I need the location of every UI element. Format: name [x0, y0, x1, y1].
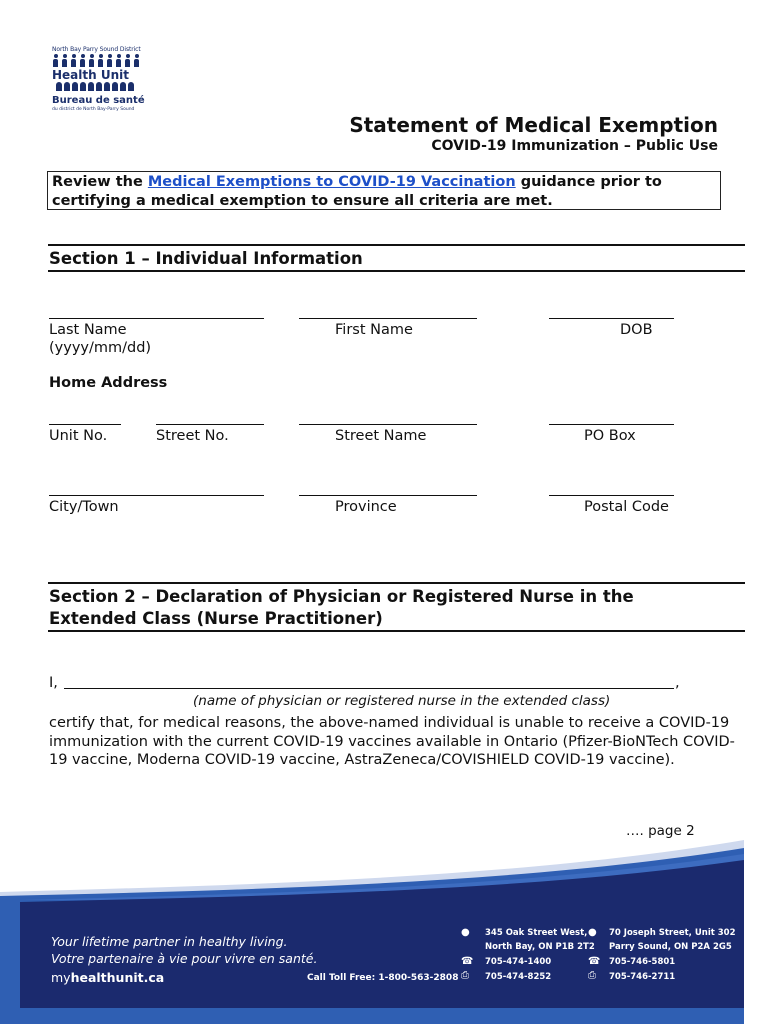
- province-field[interactable]: [299, 495, 477, 496]
- website-rest: healthunit.ca: [70, 970, 165, 985]
- logo-health-unit: Health Unit: [52, 68, 129, 82]
- first-name-field[interactable]: [299, 318, 477, 319]
- dob-field[interactable]: [549, 318, 674, 319]
- phone-icon: ☎: [588, 956, 601, 967]
- home-address-label: Home Address: [49, 375, 168, 391]
- footer-toll-free: Call Toll Free: 1-800-563-2808: [307, 973, 459, 983]
- last-name-label: Last Name: [49, 322, 127, 338]
- page-note: …. page 2: [626, 823, 695, 839]
- po-box-label: PO Box: [584, 428, 636, 444]
- section2-bottom-rule: [48, 630, 745, 632]
- street-no-label: Street No.: [156, 428, 229, 444]
- po-box-field[interactable]: [549, 424, 674, 425]
- office2-phone: 705-746-5801: [609, 957, 676, 967]
- section1-heading: Section 1 – Individual Information: [49, 249, 363, 268]
- office2-line1: 70 Joseph Street, Unit 302: [609, 928, 736, 938]
- document-subtitle: COVID-19 Immunization – Public Use: [431, 138, 718, 154]
- section1-top-rule: [48, 244, 745, 246]
- dob-format-label: (yyyy/mm/dd): [49, 340, 152, 356]
- comma: ,: [675, 675, 680, 691]
- phone-icon: ☎: [461, 956, 474, 967]
- location-pin-icon: ●: [588, 927, 597, 938]
- postal-code-field[interactable]: [549, 495, 674, 496]
- street-name-field[interactable]: [299, 424, 477, 425]
- certify-paragraph: certify that, for medical reasons, the above-named individual is unable to receive a COVID-19 immunization with the current COVID-19 vaccines available in Ontario (Pfizer-BioNTech COVID-19 vaccine, Moderna COVID-19 vaccine, AstraZeneca/COVISHIELD COVID-19 vaccine).: [49, 715, 735, 768]
- footer-website[interactable]: [51, 970, 164, 985]
- practitioner-name-hint: (name of physician or registered nurse in the extended class): [193, 693, 611, 709]
- office2-fax: 705-746-2711: [609, 972, 676, 982]
- unit-no-label: Unit No.: [49, 428, 108, 444]
- office1-line1: 345 Oak Street West,: [485, 928, 588, 938]
- location-pin-icon: ●: [461, 927, 470, 938]
- office1-line2: North Bay, ON P1B 2T2: [485, 942, 595, 952]
- notice-prefix: Review the: [52, 174, 148, 190]
- medical-exemptions-link[interactable]: Medical Exemptions to COVID-19 Vaccination: [147, 174, 516, 190]
- office1-fax: 705-474-8252: [485, 972, 552, 982]
- section2-heading-line2: Extended Class (Nurse Practitioner): [49, 609, 383, 628]
- section2-heading-line1: Section 2 – Declaration of Physician or Registered Nurse in the: [49, 587, 634, 606]
- office2-line2: Parry Sound, ON P2A 2G5: [609, 942, 732, 952]
- logo-bottom-text: du district de North Bay-Parry Sound: [52, 107, 135, 112]
- section2-top-rule: [48, 582, 745, 584]
- unit-no-field[interactable]: [49, 424, 121, 425]
- i-prefix: I,: [49, 675, 58, 691]
- city-field[interactable]: [49, 495, 264, 496]
- logo-figures: [52, 54, 140, 67]
- dob-label: DOB: [620, 322, 653, 338]
- practitioner-name-field[interactable]: [64, 688, 674, 689]
- street-name-label: Street Name: [335, 428, 427, 444]
- website-prefix: my: [51, 970, 71, 985]
- province-label: Province: [335, 499, 397, 515]
- postal-code-label: Postal Code: [584, 499, 669, 515]
- document-title: Statement of Medical Exemption: [349, 113, 718, 137]
- city-label: City/Town: [49, 499, 119, 515]
- office1-phone: 705-474-1400: [485, 957, 552, 967]
- section1-bottom-rule: [48, 270, 745, 272]
- street-no-field[interactable]: [156, 424, 264, 425]
- first-name-label: First Name: [335, 322, 413, 338]
- fax-icon: ⎙: [588, 970, 596, 981]
- guidance-notice: [47, 171, 721, 210]
- last-name-field[interactable]: [49, 318, 264, 319]
- logo-figures-lower: [56, 82, 134, 91]
- logo-bureau-de-sante: Bureau de santé: [52, 95, 145, 106]
- footer-tagline-en: Your lifetime partner in healthy living.: [51, 934, 288, 949]
- notice-suffix: guidance prior to certifying a medical exemption to ensure all criteria are met.: [52, 174, 662, 209]
- fax-icon: ⎙: [461, 970, 469, 981]
- logo-top-text: North Bay Parry Sound District: [52, 46, 141, 53]
- footer-tagline-fr: Votre partenaire à vie pour vivre en santé.: [51, 951, 318, 966]
